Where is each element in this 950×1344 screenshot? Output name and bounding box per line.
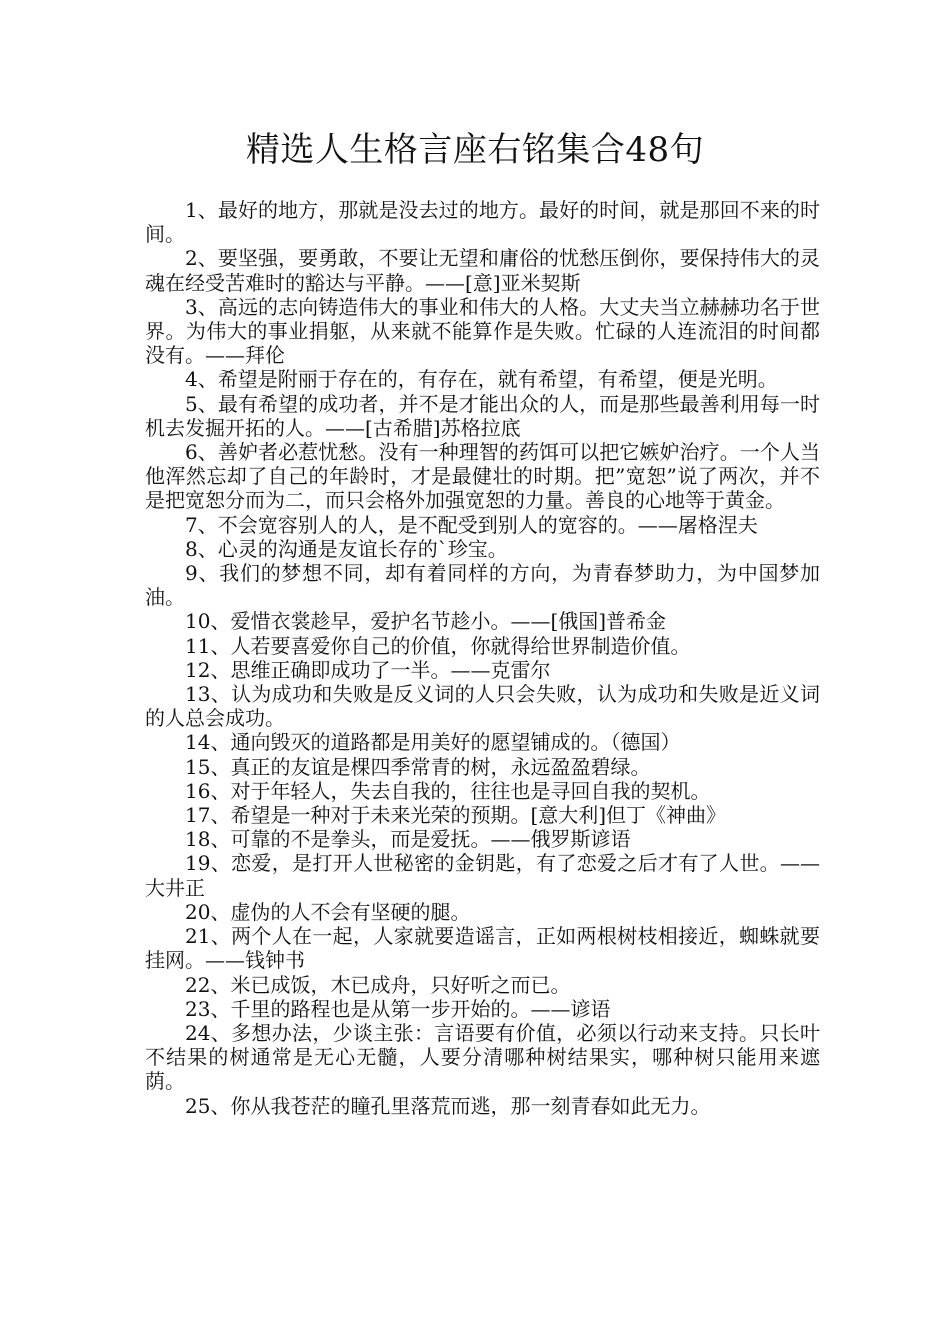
quote-item-13: 13、认为成功和失败是反义词的人只会失败，认为成功和失败是近义词的人总会成功。 <box>145 682 820 731</box>
quote-item-25: 25、你从我苍茫的瞳孔里落荒而逃，那一刻青春如此无力。 <box>185 1093 711 1118</box>
quote-item-21: 21、两个人在一起，人家就要造谣言，正如两根树枝相接近，蜘蛛就要挂网。——钱钟书 <box>145 924 820 973</box>
quote-item-19: 19、恋爱，是打开人世秘密的金钥匙，有了恋爱之后才有了人世。——大井正 <box>145 851 820 900</box>
quote-item-5: 5、最有希望的成功者，并不是才能出众的人，而是那些最善利用每一时机去发掘开拓的人。——[古希腊]苏格拉底 <box>145 391 820 440</box>
quote-item-22: 22、米已成饭，木已成舟，只好听之而已。 <box>185 972 571 997</box>
quote-item-4: 4、希望是附丽于存在的，有存在，就有希望，有希望，便是光明。 <box>185 367 778 392</box>
quote-item-10: 10、爱惜衣裳趁早，爱护名节趁小。——[俄国]普希金 <box>185 609 667 634</box>
quote-item-20: 20、虚伪的人不会有坚硬的腿。 <box>185 899 471 924</box>
quote-item-15: 15、真正的友谊是棵四季常青的树，永远盈盈碧绿。 <box>185 754 651 779</box>
quote-item-6: 6、善妒者必惹忧愁。没有一种理智的药饵可以把它嫉妒治疗。一个人当他浑然忘却了自己的年龄时，才是最健壮的时期。把”宽恕”说了两次，并不是把宽恕分而为二，而只会格外加强宽恕的力量。善良的心地等于黄金。 <box>145 440 820 513</box>
quote-item-2: 2、要坚强，要勇敢，不要让无望和庸俗的忧愁压倒你，要保持伟大的灵魂在经受苦难时的豁达与平静。——[意]亚米契斯 <box>145 246 820 295</box>
quote-item-16: 16、对于年轻人，失去自我的，往往也是寻回自我的契机。 <box>185 778 711 803</box>
quote-item-3: 3、高远的志向铸造伟大的事业和伟大的人格。大丈夫当立赫赫功名于世界。为伟大的事业捐躯，从来就不能算作是失败。忙碌的人连流泪的时间都没有。——拜伦 <box>145 294 820 368</box>
quote-item-11: 11、人若要喜爱你自己的价值，你就得给世界制造价值。 <box>185 633 691 658</box>
quote-item-9: 9、我们的梦想不同，却有着同样的方向，为青春梦助力，为中国梦加油。 <box>145 561 820 610</box>
quote-item-23: 23、千里的路程也是从第一步开始的。——谚语 <box>185 996 611 1021</box>
quote-item-1: 1、最好的地方，那就是没去过的地方。最好的时间，就是那回不来的时间。 <box>145 198 820 247</box>
quote-item-17: 17、希望是一种对于未来光荣的预期。[意大利]但丁《神曲》 <box>185 803 727 828</box>
quote-item-12: 12、思维正确即成功了一半。——克雷尔 <box>185 657 551 682</box>
quote-list <box>145 198 820 1118</box>
quote-item-18: 18、可靠的不是拳头，而是爱抚。——俄罗斯谚语 <box>185 827 631 852</box>
page-title: 精选人生格言座右铭集合48句 <box>245 130 705 170</box>
quote-item-24: 24、多想办法，少谈主张：言语要有价值，必须以行动来支持。只长叶不结果的树通常是无心无髓，人要分清哪种树结果实，哪种树只能用来遮荫。 <box>145 1020 820 1094</box>
quote-item-7: 7、不会宽容别人的人，是不配受到别人的宽容的。——屠格涅夫 <box>185 512 758 537</box>
quote-item-14: 14、通向毁灭的道路都是用美好的愿望铺成的。（德国） <box>185 730 681 755</box>
quote-item-8: 8、心灵的沟通是友谊长存的`珍宝。 <box>185 536 508 561</box>
